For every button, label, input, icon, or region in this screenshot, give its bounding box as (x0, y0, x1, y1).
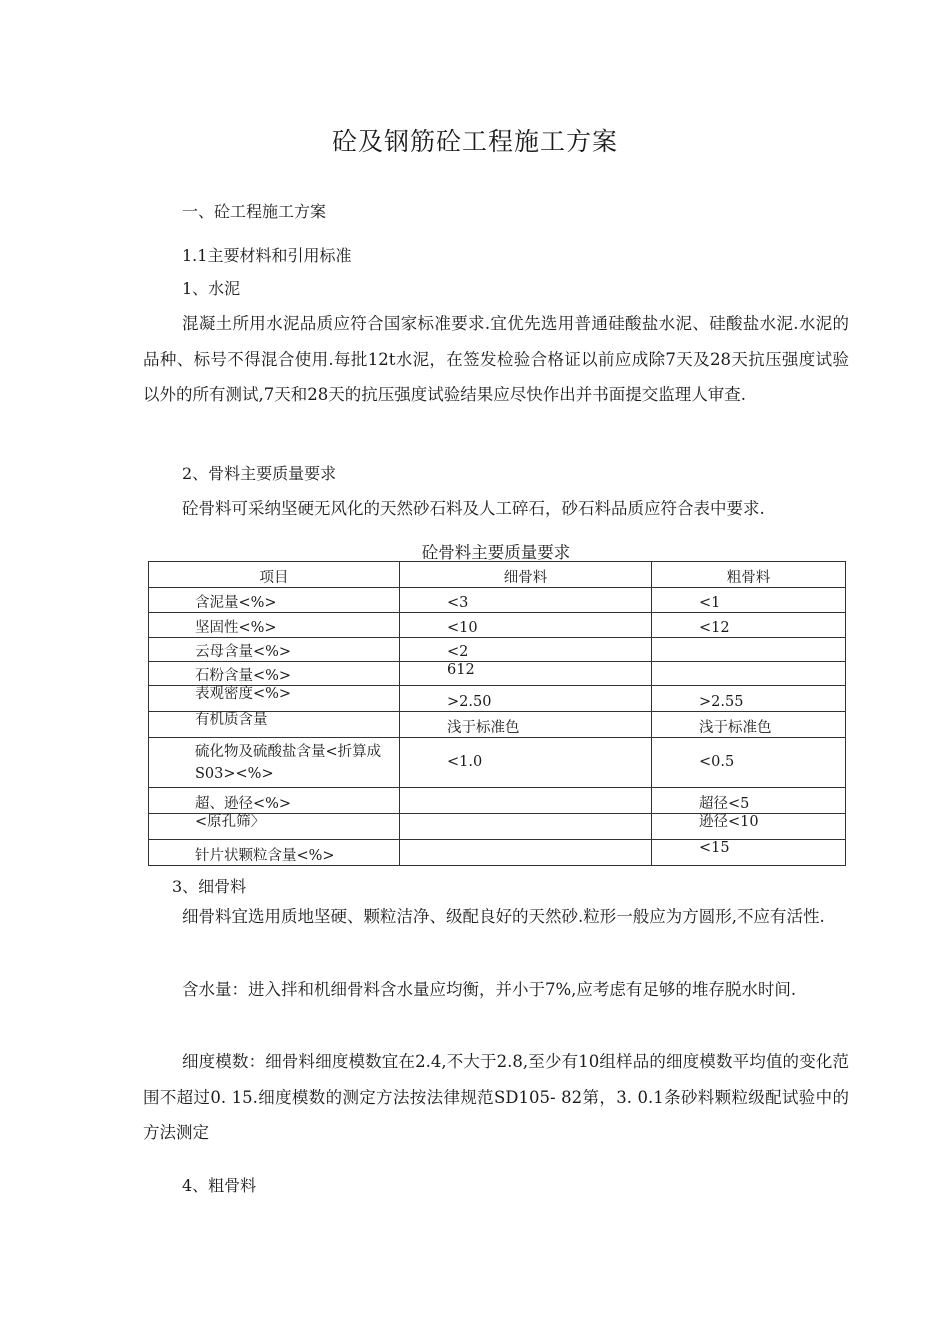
table-cell: 超、逊径<%> (149, 788, 400, 814)
aggregate-quality-table (148, 561, 846, 866)
table-cell: 针片状颗粒含量<%> (149, 840, 400, 866)
table-cell: <1.0 (400, 738, 652, 788)
table-cell (652, 638, 846, 662)
table-cell: <1 (652, 588, 846, 613)
table-cell: 逊径<10 (652, 814, 846, 840)
table-header-coarse: 粗骨料 (652, 562, 846, 588)
table-cell (400, 814, 652, 840)
table-cell: <0.5 (652, 738, 846, 788)
table-cell (400, 788, 652, 814)
table-header-fine: 细骨料 (400, 562, 652, 588)
table-cell: 石粉含量<%> (149, 662, 400, 686)
table-cell: <3 (400, 588, 652, 613)
table-cell: <2 (400, 638, 652, 662)
table-cell: <原孔筛〉 (149, 814, 400, 840)
table-row (149, 662, 846, 686)
item-heading-coarse-aggregate: 4、粗骨料 (182, 1176, 257, 1195)
table-row (149, 840, 846, 866)
paragraph-water-content: 含水量：进入拌和机细骨料含水量应均衡，并小于7%,应考虑有足够的堆存脱水时间. (182, 980, 797, 999)
table-cell: 612 (400, 662, 652, 686)
subsection-heading: 1.1主要材料和引用标准 (182, 246, 352, 265)
page-title: 砼及钢筋砼工程施工方案 (331, 127, 618, 156)
table-cell: 坚固性<%> (149, 613, 400, 638)
item-heading-fine-aggregate: 3、细骨料 (172, 877, 247, 896)
table-cell: 浅于标准色 (652, 712, 846, 738)
table-cell: >2.55 (652, 686, 846, 712)
paragraph-aggregate: 砼骨料可采纳坚硬无风化的天然砂石料及人工碎石，砂石料品质应符合表中要求. (182, 499, 765, 518)
table-row (149, 738, 846, 788)
table-row (149, 588, 846, 613)
table-row (149, 686, 846, 712)
table-row (149, 613, 846, 638)
item-heading-aggregate: 2、骨料主要质量要求 (182, 464, 337, 483)
table-cell: 浅于标准色 (400, 712, 652, 738)
item-heading-cement: 1、水泥 (182, 279, 241, 298)
paragraph-fineness-modulus: 细度模数：细骨料细度模数宜在2.4,不大于2.8,至少有10组样品的细度模数平均值的变化范围不超过0. 15.细度模数的测定方法按法律规范SD105- 82第，3. 0.1条砂料颗粒级配试验中的方法测定 (143, 1052, 849, 1142)
table-cell: 超径<5 (652, 788, 846, 814)
table-row (149, 814, 846, 840)
table-cell: 云母含量<%> (149, 638, 400, 662)
paragraph-cement: 混凝土所用水泥品质应符合国家标准要求.宜优先选用普通硅酸盐水泥、硅酸盐水泥.水泥的品种、标号不得混合使用.每批12t水泥，在签发检验合格证以前应成除7天及28天抗压强度试验以外的所有测试,7天和28天的抗压强度试验结果应尽快作出并书面提交监理人审查. (143, 314, 849, 404)
table-cell: 有机质含量 (149, 712, 400, 738)
table-row (149, 788, 846, 814)
table-header-item: 项目 (149, 562, 400, 588)
table-cell: <15 (652, 840, 846, 866)
paragraph-fine-aggregate: 细骨料宜选用质地坚硬、颗粒洁净、级配良好的天然砂.粒形一般应为方圆形,不应有活性. (182, 907, 825, 926)
table-cell: 表观密度<%> (149, 686, 400, 712)
table-cell: <12 (652, 613, 846, 638)
table-cell: 硫化物及硫酸盐含量<折算成S03><%> (149, 738, 400, 788)
section-heading: 一、砼工程施工方案 (182, 202, 327, 221)
table-cell (400, 840, 652, 866)
table-cell: <10 (400, 613, 652, 638)
table-cell: 含泥量<%> (149, 588, 400, 613)
table-cell (652, 662, 846, 686)
table-row (149, 638, 846, 662)
table-cell: >2.50 (400, 686, 652, 712)
table-caption: 砼骨料主要质量要求 (421, 543, 571, 562)
table-row (149, 712, 846, 738)
